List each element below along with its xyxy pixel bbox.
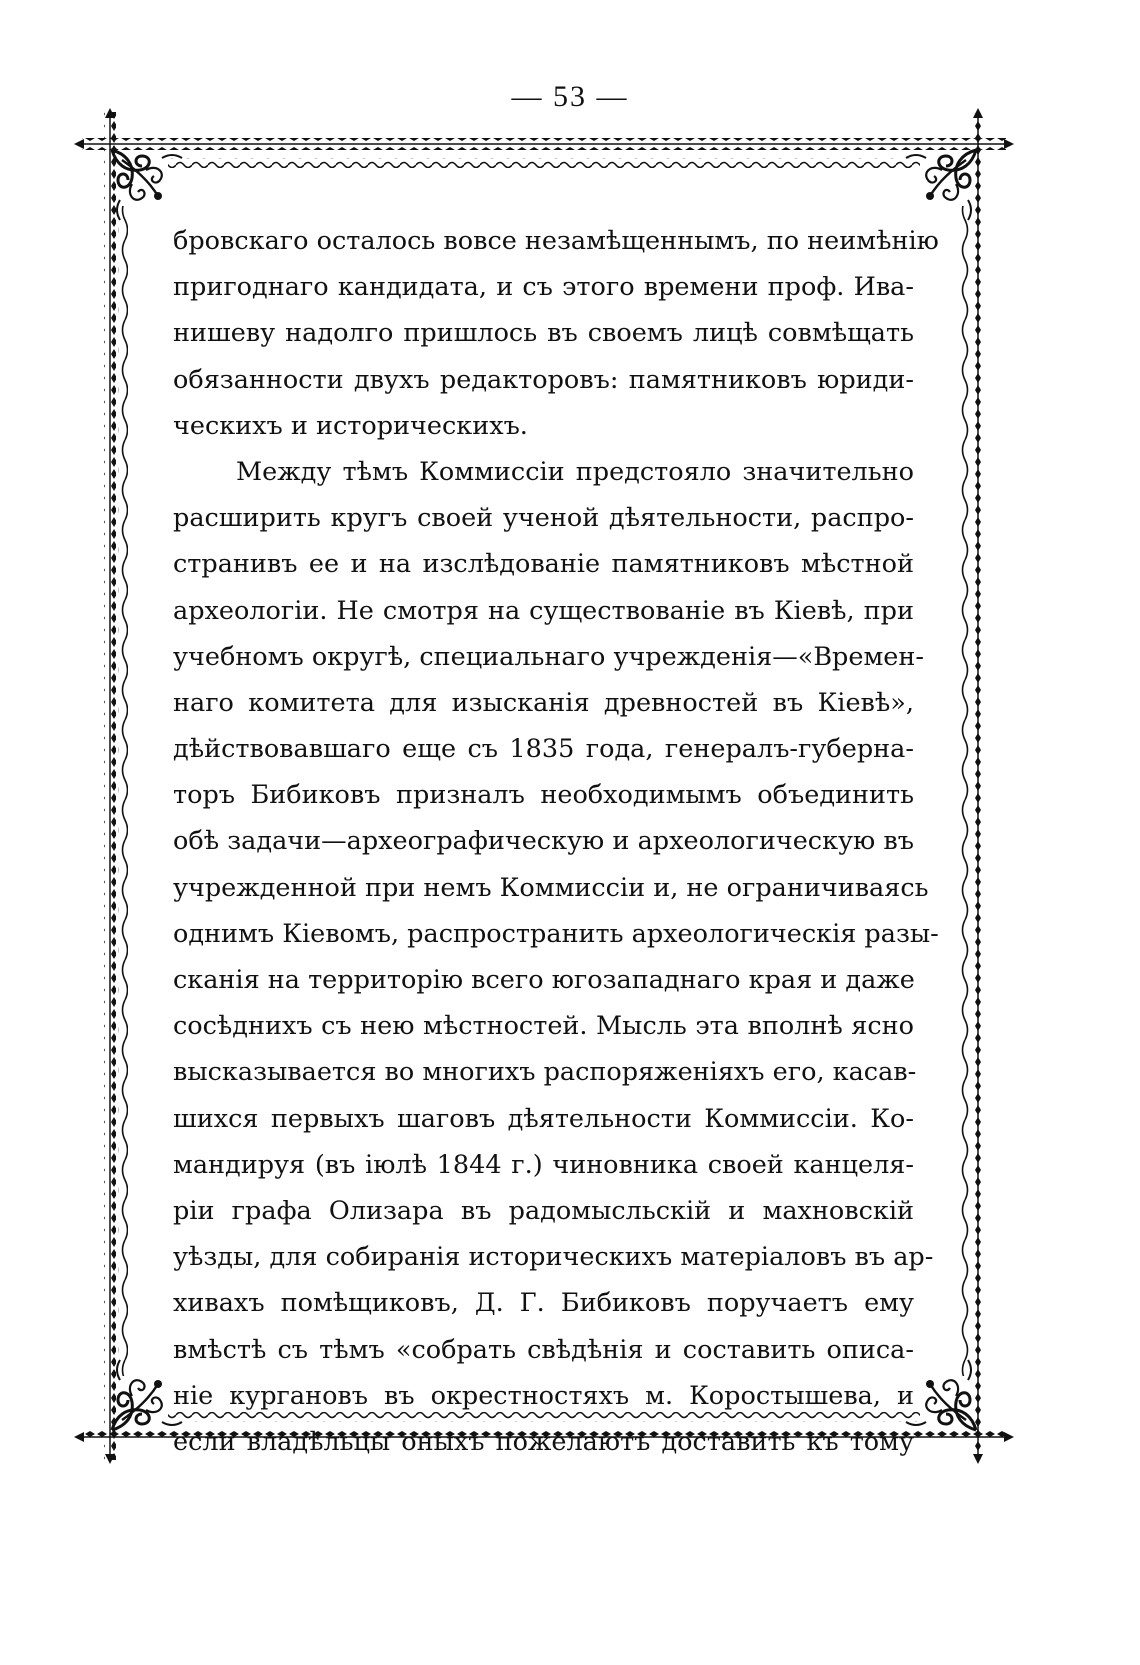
text-line: археологіи. Не смотря на существованіе въ Кіевѣ, при <box>173 595 914 626</box>
top-wave-border <box>168 158 920 168</box>
text-line: если владѣльцы оныхъ пожелаютъ доставить къ тому <box>173 1426 914 1457</box>
text-line: уѣзды, для собиранія историческихъ матеріаловъ въ ар- <box>173 1242 934 1273</box>
body-text <box>173 218 939 1465</box>
text-line: однимъ Кіевомъ, распространить археологическія разы- <box>173 918 939 949</box>
text-line: торъ Бибиковъ призналъ необходимымъ объединить <box>173 780 914 811</box>
page-number: — 53 — <box>511 80 629 113</box>
text-line: вмѣстѣ съ тѣмъ «собрать свѣдѣнія и составить описа- <box>173 1334 914 1365</box>
finial-top-right <box>1004 139 1014 149</box>
text-line: мандируя (въ іюлѣ 1844 г.) чиновника своей канцеля- <box>173 1149 914 1180</box>
text-line: дѣйствовавшаго еще съ 1835 года, генералъ-губерна- <box>173 734 914 765</box>
text-line: обѣ задачи—археографическую и археологическую въ <box>173 826 914 857</box>
finial-top-left <box>74 139 84 149</box>
text-line: странивъ ее и на изслѣдованіе памятниковъ мѣстной <box>173 549 914 580</box>
text-line: ніе кургановъ въ окрестностяхъ м. Коростышева, и <box>173 1380 914 1411</box>
text-line: Между тѣмъ Коммиссіи предстояло значительно <box>236 456 914 487</box>
text-line: шихся первыхъ шаговъ дѣятельности Коммиссіи. Ко- <box>173 1103 914 1134</box>
text-line: обязанности двухъ редакторовъ: памятниковъ юриди- <box>173 364 914 395</box>
text-line: ческихъ и историческихъ. <box>173 410 528 441</box>
text-line: высказывается во многихъ распоряженіяхъ его, касав- <box>173 1057 917 1088</box>
text-line: учрежденной при немъ Коммиссіи и, не ограничиваясь <box>173 872 929 903</box>
text-line: сосѣднихъ съ нею мѣстностей. Мысль эта вполнѣ ясно <box>173 1011 914 1042</box>
text-line: нишеву надолго пришлось въ своемъ лицѣ совмѣщать <box>173 318 914 349</box>
text-line: расширить кругъ своей ученой дѣятельности, распро- <box>173 503 914 534</box>
text-line: ріи графа Олизара въ радомысльскій и махновскій <box>173 1195 914 1226</box>
text-line: бровскаго осталось вовсе незамѣщеннымъ, по неимѣнію <box>173 226 939 256</box>
left-wave-border <box>118 206 128 1376</box>
paragraph-1 <box>173 218 939 449</box>
right-wave-border <box>960 206 970 1376</box>
finial-bottom-left <box>74 1432 84 1442</box>
finial-bottom-right <box>1004 1432 1014 1442</box>
text-line: пригоднаго кандидата, и съ этого времени проф. Ива- <box>173 272 914 303</box>
text-line: сканія на территорію всего югозападнаго края и даже <box>173 965 915 995</box>
text-line: наго комитета для изысканія древностей въ Кіевѣ», <box>173 687 914 718</box>
text-line: хивахъ помѣщиковъ, Д. Г. Бибиковъ поручаетъ ему <box>173 1288 914 1319</box>
paragraph-2 <box>173 449 939 1465</box>
text-line: учебномъ округѣ, специальнаго учрежденія—«Времен- <box>173 641 925 672</box>
